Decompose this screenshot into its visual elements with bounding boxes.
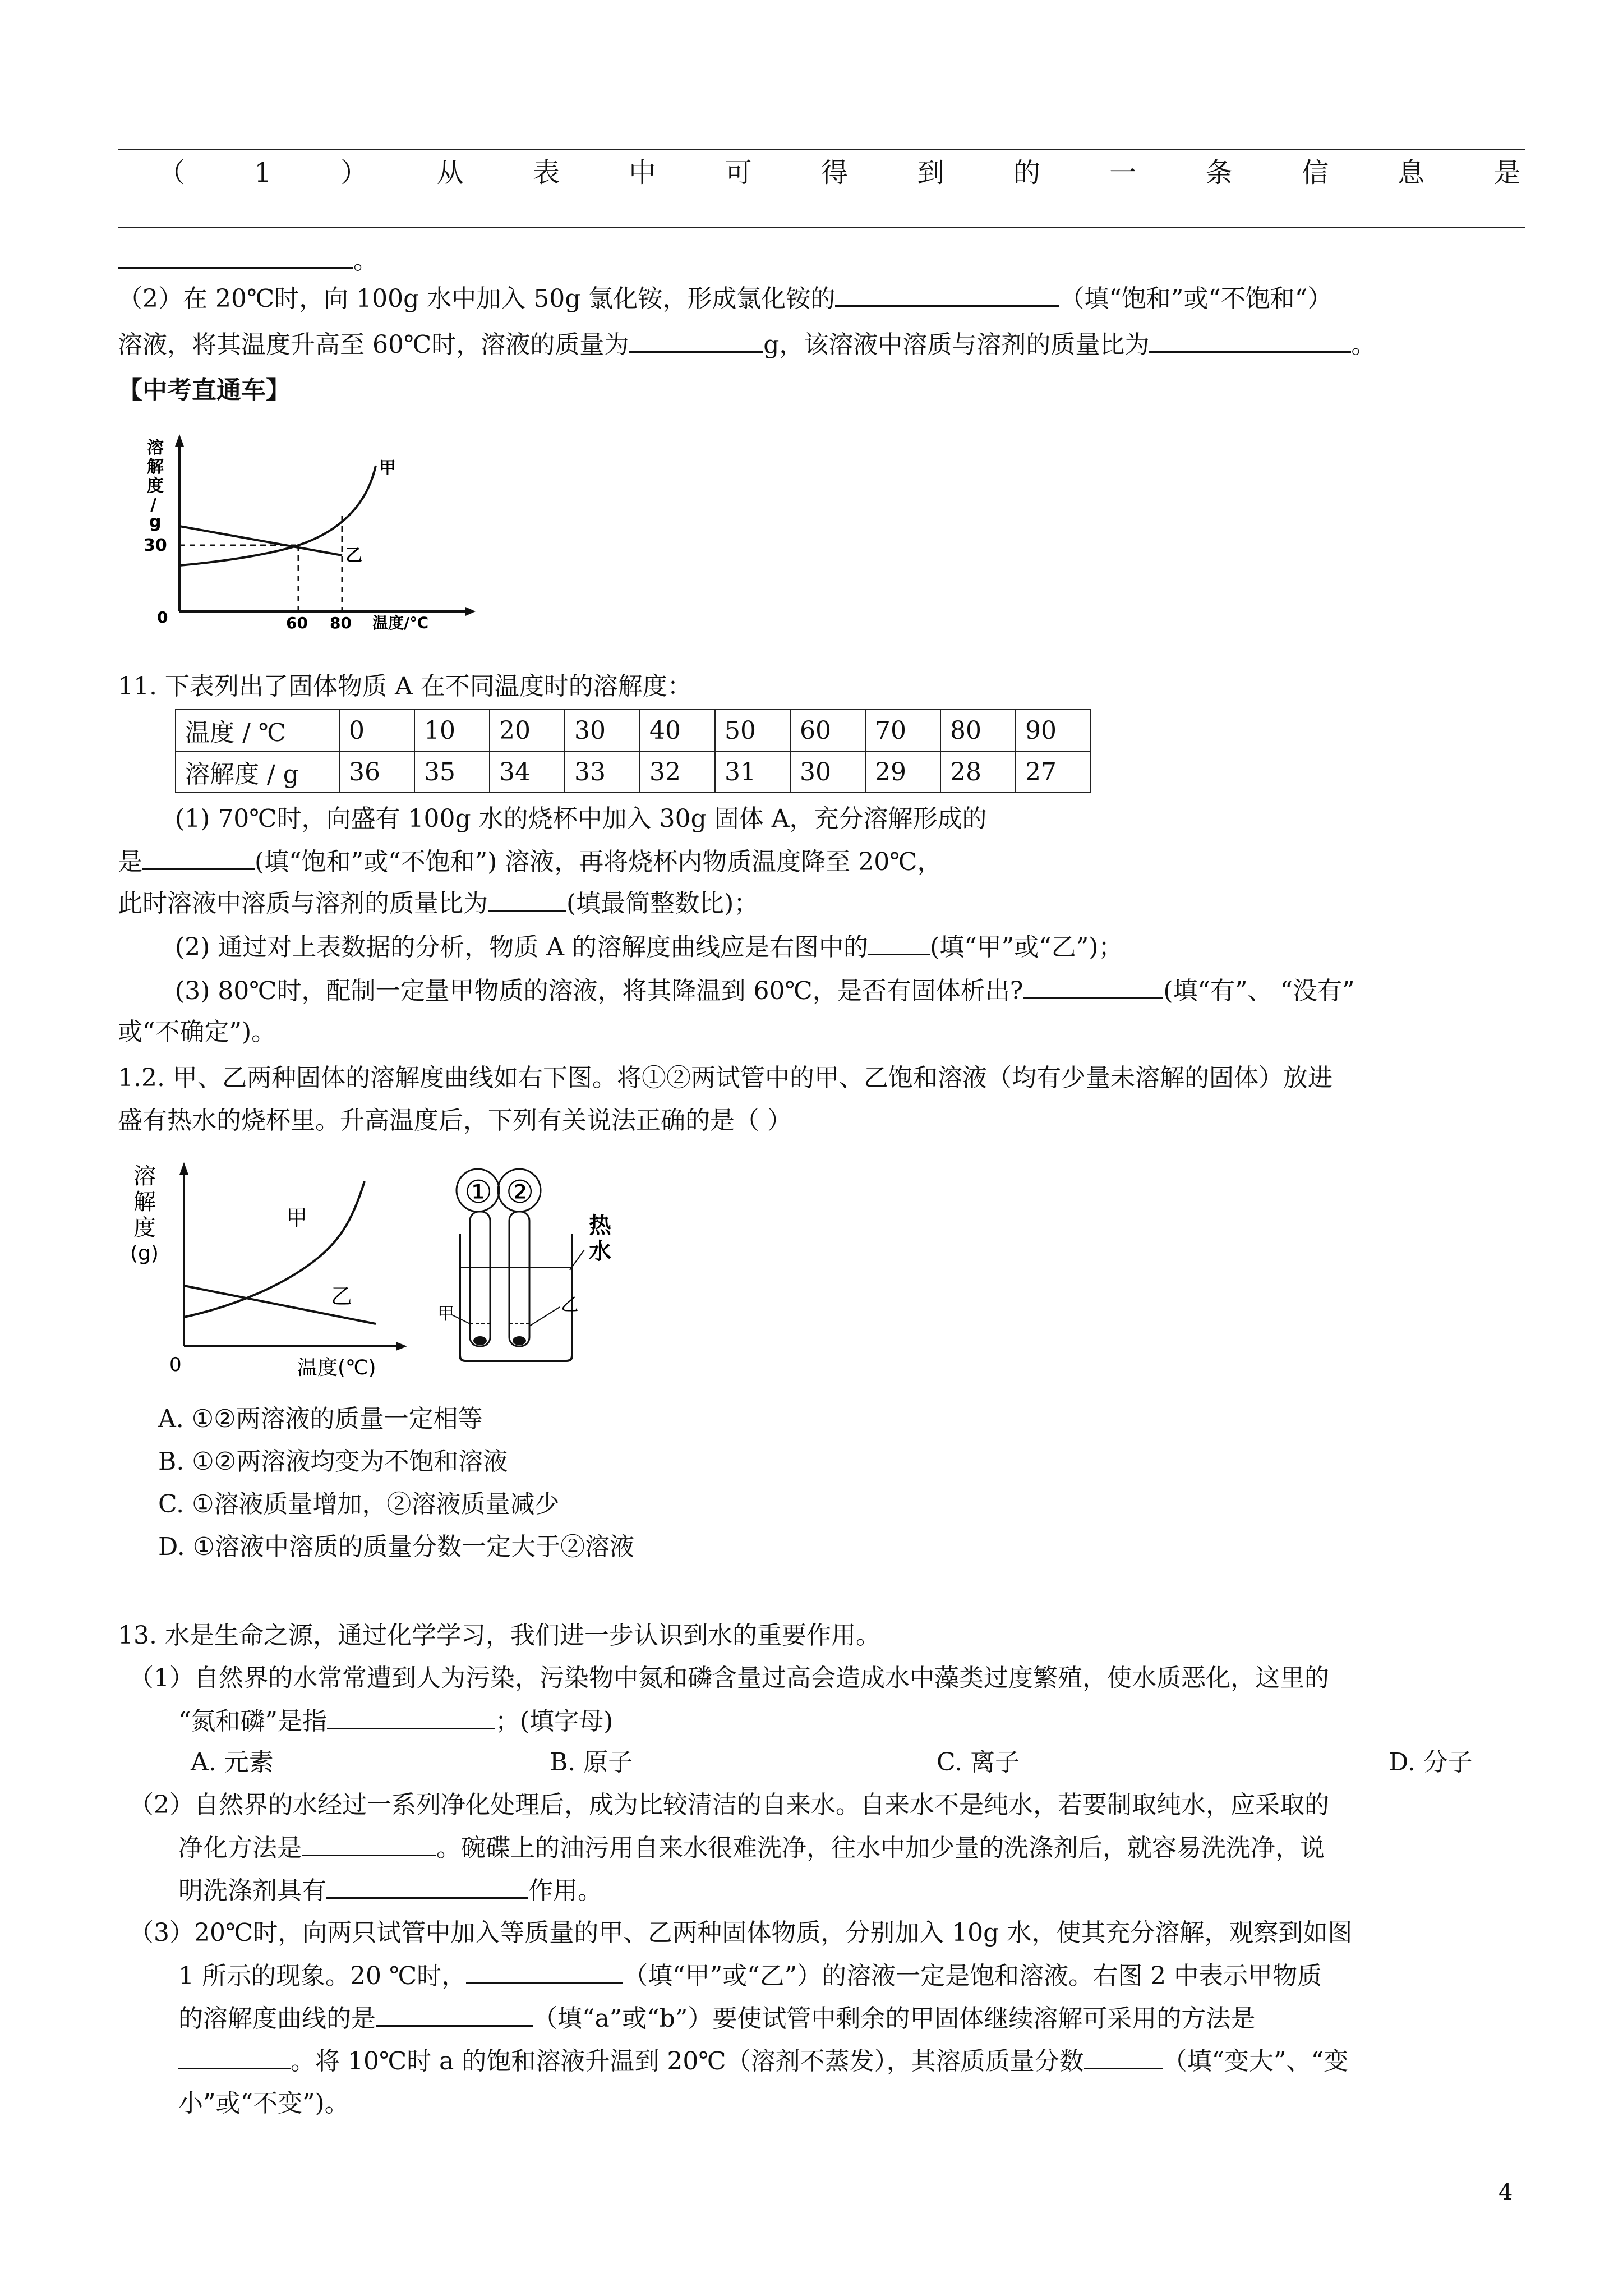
table-row-solubility — [176, 751, 1091, 793]
q11-part1-line3: 此时溶液中溶质与溶剂的质量比为 (填最简整数比)； — [118, 887, 758, 919]
page-number: 4 — [1498, 2179, 1513, 2205]
x-axis-label: 温度/℃ — [372, 614, 429, 632]
q11-part1-line1: (1) 70℃时，向盛有 100g 水的烧杯中加入 30g 固体 A，充分溶解形成的 — [175, 804, 987, 833]
q13-part2-line2: 净化方法是 。碗碟上的油污用自来水很难洗净，往水中加少量的洗涤剂后，就容易洗洗净，说 — [178, 1832, 1325, 1864]
curve-yi — [179, 526, 342, 555]
q13-part3-line1: （3）20℃时，向两只试管中加入等质量的甲、乙两种固体物质，分别加入 10g 水，使其充分溶解，观察到如图 — [129, 1918, 1353, 1947]
ylabel-char: 溶 — [147, 438, 164, 458]
answer-blank[interactable] — [376, 2003, 533, 2027]
q13-part3-line2: 1 所示的现象。20 ℃时， （填“甲”或“乙”）的溶液一定是饱和溶液。右图 2 中表示甲物质 — [178, 1960, 1322, 1992]
q13-part3-line3: 的溶解度曲线的是 （填“a”或“b”）要使试管中剩余的甲固体继续溶解可采用的方法是 — [178, 2003, 1255, 2035]
q10-part2-line2: 溶液，将其温度升高至 60℃时，溶液的质量为 g，该溶液中溶质与溶剂的质量比为 。 — [118, 329, 1376, 361]
table-cell: 60 — [790, 710, 865, 751]
q13-part3-line4: 。将 10℃时 a 的饱和溶液升温到 20℃（溶剂不蒸发），其溶质质量分数 （填“变大”、“变 — [178, 2045, 1348, 2077]
table-cell: 80 — [940, 710, 1016, 751]
q10-char: 是 — [1493, 157, 1521, 188]
table-row-label: 溶解度 / g — [176, 751, 339, 793]
table-cell: 36 — [339, 751, 414, 793]
q13-part1-line1: （1）自然界的水常常遭到人为污染，污染物中氮和磷含量过高会造成水中藻类过度繁殖，使水质恶化，这里的 — [129, 1664, 1329, 1692]
table-cell: 40 — [640, 710, 715, 751]
ylabel-char: 度 — [133, 1215, 156, 1241]
top-rule — [118, 149, 1525, 150]
q11-part1-line2: 是 (填“饱和”或“不饱和”) 溶液，再将烧杯内物质温度降至 20℃， — [118, 846, 942, 878]
table-cell: 30 — [790, 751, 865, 793]
table-row-label: 温度 / ℃ — [176, 710, 339, 751]
q13-choice-b[interactable]: B. 原子 — [550, 1748, 633, 1777]
test-tube-1 — [470, 1212, 490, 1346]
q10-char: 到 — [917, 157, 944, 188]
y-tick-30: 30 — [144, 536, 167, 555]
solid-1 — [473, 1336, 487, 1345]
ylabel-char: 度 — [147, 476, 164, 496]
table-cell: 90 — [1016, 710, 1091, 751]
q10-char: 中 — [629, 157, 656, 188]
q10-char: 息 — [1398, 157, 1425, 188]
answer-blank[interactable] — [629, 329, 763, 353]
q10-char: 条 — [1205, 157, 1233, 188]
table-cell: 31 — [715, 751, 790, 793]
solubility-chart-2 — [118, 1156, 421, 1391]
q10-char: 可 — [725, 157, 752, 188]
x-axis-label: 温度(℃) — [297, 1356, 376, 1379]
section-title: 【中考直通车】 — [118, 376, 291, 404]
table-cell: 29 — [865, 751, 940, 793]
table-cell: 50 — [715, 710, 790, 751]
answer-blank[interactable] — [1149, 329, 1351, 353]
answer-blank[interactable] — [835, 283, 1059, 307]
answer-blank[interactable] — [1023, 975, 1163, 999]
ylabel-char: 溶 — [133, 1163, 156, 1189]
answer-blank[interactable] — [178, 2045, 291, 2069]
answer-blank[interactable] — [118, 245, 353, 269]
beaker-diagram — [437, 1156, 617, 1380]
ylabel-char: 解 — [133, 1189, 156, 1215]
label-yi: 乙 — [331, 1284, 353, 1309]
q12-stem-line1: 1.2. 甲、乙两种固体的溶解度曲线如右下图。将①②两试管中的甲、乙饱和溶液（均有少量未溶解的固体）放进 — [118, 1064, 1332, 1092]
solubility-chart-1 — [95, 426, 477, 651]
table-cell: 33 — [565, 751, 640, 793]
q13-choice-a[interactable]: A. 元素 — [191, 1748, 274, 1777]
q10-char: 得 — [821, 157, 849, 188]
q13-part1-line2: “氮和磷”是指 ；(填字母) — [178, 1705, 613, 1737]
ylabel-char: 解 — [147, 457, 164, 477]
q12-stem-line2: 盛有热水的烧杯里。升高温度后，下列有关说法正确的是（ ） — [118, 1106, 792, 1135]
answer-blank[interactable] — [466, 1960, 623, 1984]
tube-label-2: ② — [506, 1174, 534, 1211]
label-yi: 乙 — [561, 1294, 579, 1315]
q10-char: 表 — [533, 157, 560, 188]
q10-char: 一 — [1109, 157, 1137, 188]
table-cell: 34 — [490, 751, 565, 793]
table-cell: 0 — [339, 710, 414, 751]
table-cell: 30 — [565, 710, 640, 751]
q13-stem: 13. 水是生命之源，通过化学学习，我们进一步认识到水的重要作用。 — [118, 1621, 880, 1650]
answer-blank[interactable] — [142, 846, 255, 870]
ylabel-char: / — [150, 495, 156, 515]
q10-char: 从 — [436, 157, 464, 188]
table-row-temperature — [176, 710, 1091, 751]
q10-part2-line1: （2）在 20℃时，向 100g 水中加入 50g 氯化铵，形成氯化铵的 （填“饱和”或“不饱和“） — [118, 283, 1332, 315]
q11-part2: (2) 通过对上表数据的分析，物质 A 的溶解度曲线应是右图中的 (填“甲”或“乙”)； — [175, 931, 1123, 963]
q12-option-d[interactable]: D. ①溶液中溶质的质量分数一定大于②溶液 — [158, 1533, 635, 1561]
q13-part2-line1: （2）自然界的水经过一系列净化处理后，成为比较清洁的自来水。自来水不是纯水，若要制取纯水，应采取的 — [129, 1791, 1329, 1819]
solubility-table — [175, 709, 1091, 793]
answer-blank[interactable] — [1084, 2045, 1163, 2069]
q12-option-a[interactable]: A. ①②两溶液的质量一定相等 — [158, 1405, 483, 1433]
label-jia: 甲 — [379, 458, 396, 478]
q10-line1 — [158, 157, 1521, 188]
q12-option-b[interactable]: B. ①②两溶液均变为不饱和溶液 — [158, 1447, 508, 1476]
q10-char: 信 — [1302, 157, 1329, 188]
q13-part2-line3: 明洗涤剂具有 作用。 — [178, 1875, 602, 1907]
answer-blank[interactable] — [326, 1875, 528, 1899]
q10-line3: 。 — [118, 245, 378, 277]
hot-water-char: 水 — [589, 1239, 611, 1264]
label-yi: 乙 — [345, 546, 362, 565]
q11-part3-line1: (3) 80℃时，配制一定量甲物质的溶液，将其降温到 60℃，是否有固体析出? (填“有”、 “没有” — [175, 975, 1354, 1007]
test-tube-2 — [509, 1212, 529, 1346]
q11-stem: 11. 下表列出了固体物质 A 在不同温度时的溶解度： — [118, 672, 692, 701]
table-cell: 10 — [414, 710, 490, 751]
q10-char: （ — [158, 157, 186, 188]
table-cell: 27 — [1016, 751, 1091, 793]
table-cell: 28 — [940, 751, 1016, 793]
solid-2 — [513, 1336, 526, 1345]
tube-label-1: ① — [464, 1174, 493, 1211]
table-cell: 35 — [414, 751, 490, 793]
q13-choice-d[interactable]: D. 分子 — [1389, 1748, 1473, 1777]
q10-char: ） — [340, 157, 368, 188]
answer-blank[interactable] — [488, 887, 566, 912]
answer-blank[interactable] — [302, 1832, 436, 1856]
q10-char: 的 — [1013, 157, 1040, 188]
label-jia: 甲 — [286, 1205, 308, 1230]
ylabel-char: g — [149, 512, 162, 532]
q12-option-c[interactable]: C. ①溶液质量增加，②溶液质量减少 — [158, 1490, 560, 1519]
q10-answer-line — [118, 227, 1525, 228]
table-cell: 20 — [490, 710, 565, 751]
label-jia: 甲 — [437, 1304, 454, 1324]
ylabel-unit: (g) — [130, 1242, 159, 1265]
q13-part3-line5: 小”或“不变”)。 — [178, 2089, 349, 2118]
x-tick-60: 60 — [286, 614, 308, 632]
x-tick-80: 80 — [330, 614, 352, 632]
hot-water-char: 热 — [589, 1213, 611, 1239]
answer-blank[interactable] — [868, 931, 930, 955]
table-cell: 70 — [865, 710, 940, 751]
q10-char: 1 — [254, 157, 271, 188]
q13-choice-c[interactable]: C. 离子 — [937, 1748, 1020, 1777]
origin-label: 0 — [157, 608, 168, 627]
origin-label: 0 — [169, 1354, 182, 1376]
table-cell: 32 — [640, 751, 715, 793]
answer-blank[interactable] — [327, 1705, 495, 1729]
q11-part3-line2: 或“不确定”)。 — [118, 1018, 276, 1046]
